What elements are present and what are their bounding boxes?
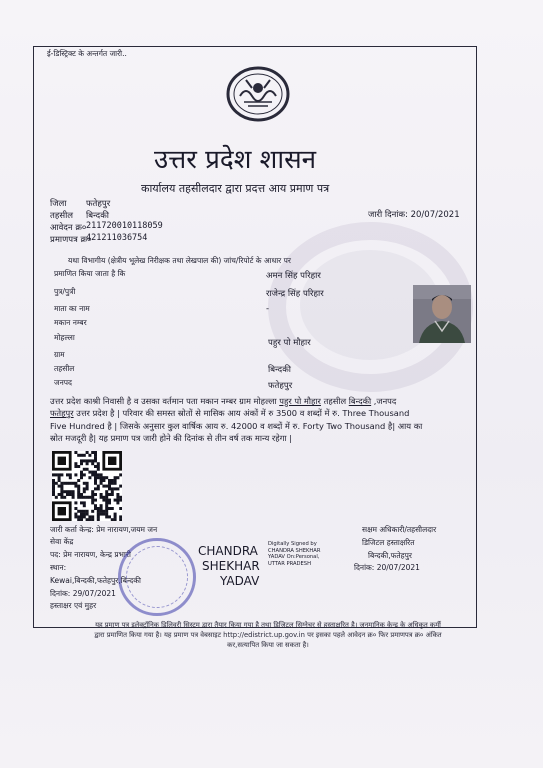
para-line-2: उत्तर प्रदेश है | परिवार की समस्त स्रोतों से मासिक आय अंकों में रु 3500 व शब्दों में रु. Three Thousand bbox=[73, 408, 410, 419]
issuing-center-date: दिनांक: 29/07/2021 bbox=[50, 589, 116, 598]
para-district: फतेहपुर bbox=[50, 408, 74, 419]
signer-name-line-2: SHEKHAR bbox=[202, 559, 260, 573]
round-seal-stamp-inner bbox=[126, 546, 188, 608]
label-mohalla: मोहल्ला bbox=[54, 333, 75, 342]
label-tehsil: तहसील bbox=[54, 364, 75, 373]
label-mother-name: माता का नाम bbox=[54, 304, 90, 313]
applicant-photo bbox=[413, 285, 471, 343]
field-value-district: फतेहपुर bbox=[86, 199, 111, 209]
issuing-center-4: स्थान: bbox=[50, 563, 67, 572]
father-name: राजेन्द्र सिंह परिहार bbox=[266, 289, 324, 299]
digital-sign-note-2: CHANDRA SHEKHAR bbox=[268, 547, 321, 554]
issuing-center-5: Kewai,बिन्दकी,फतेहपुर,बिन्दकी bbox=[50, 576, 141, 585]
authority-line-2: डिजिटल हस्ताक्षरित bbox=[362, 538, 415, 547]
verification-line-1: यथा विभागीय (क्षेत्रीय भूलेख निरीक्षक तथा लेखपाल की) जांच/रिपोर्ट के आधार पर bbox=[68, 256, 291, 265]
digital-sign-note-3: YADAV On:Personal, bbox=[268, 554, 320, 560]
issuing-center-1: जारी कर्ता केन्द्र: प्रेम नारायण,जयम जन bbox=[50, 525, 158, 534]
field-label-district: जिला bbox=[50, 199, 67, 209]
digital-sign-note-1: Digitally Signed by bbox=[268, 541, 317, 547]
applicant-name: अमन सिंह परिहार bbox=[266, 271, 321, 281]
signer-name-line-3: YADAV bbox=[220, 574, 260, 588]
field-value-certificate-no: 421211036754 bbox=[86, 233, 148, 243]
up-emblem-icon bbox=[226, 66, 290, 122]
para-mohalla: पहुर पो मौहार bbox=[279, 396, 321, 406]
field-label-certificate-no: प्रमाणपत्र क्र० bbox=[50, 235, 92, 245]
label-janpad: जनपद bbox=[54, 378, 72, 387]
label-village: ग्राम bbox=[54, 350, 65, 359]
certificate-paragraph bbox=[50, 395, 470, 444]
janpad-value: फतेहपुर bbox=[268, 381, 293, 391]
district-header: ई-डिस्ट्रिक्ट के अन्तर्गत जारी.. bbox=[47, 49, 127, 58]
para-tehsil: बिन्दकी bbox=[348, 396, 372, 406]
para-line-1c: ,जनपद bbox=[371, 396, 397, 406]
digital-sign-note-4: UTTAR PRADESH bbox=[268, 560, 311, 567]
page-subtitle: कार्यालय तहसीलदार द्वारा प्रदत्त आय प्रमाण पत्र bbox=[141, 182, 330, 195]
label-son-daughter: पुत्र/पुत्री bbox=[54, 287, 76, 296]
signer-name-line-1: CHANDRA bbox=[198, 544, 258, 558]
issuing-center-2: सेवा केंद्र bbox=[50, 537, 74, 546]
issue-date: जारी दिनांक: 20/07/2021 bbox=[368, 210, 460, 220]
field-label-application-no: आवेदन क्र० bbox=[50, 223, 87, 233]
authority-line-1: सक्षम अधिकारी/तहसीलदार bbox=[362, 525, 437, 534]
para-line-1a: उत्तर प्रदेश काश्री निवासी है व उसका वर्तमान पता मकान नम्बर ग्राम मोहल्ला bbox=[50, 396, 280, 406]
field-value-tehsil: बिन्दकी bbox=[86, 211, 109, 221]
digital-sign-note bbox=[268, 541, 320, 567]
tehsil-value: बिन्दकी bbox=[268, 365, 291, 375]
mother-name-value: - bbox=[266, 304, 270, 314]
authority-line-3: बिन्दकी,फतेहपुर bbox=[368, 551, 412, 560]
para-line-4: स्रोत मजदूरी है| यह प्रमाण पत्र जारी होने की दिनांक से तीन वर्ष तक मान्य रहेगा | bbox=[50, 432, 292, 443]
label-house-no: मकान नम्बर bbox=[54, 318, 87, 327]
qr-code bbox=[52, 451, 122, 521]
field-value-application-no: 211720010118059 bbox=[86, 221, 163, 231]
footer-disclaimer-1: यह प्रमाण पत्र इलेक्ट्रॉनिक डिलिवरी सिस्टम द्वारा तैयार किया गया है तथा डिजिटल सिग्नेचर से हस्ताक्षरित है। जनमानिक केन्द्र के अधिकृत कर्मी bbox=[95, 621, 441, 629]
footer-disclaimer-3: कर,सत्यापित किया जा सकता है। bbox=[227, 641, 309, 649]
para-line-3: Five Hundred है | जिसके अनुसार कुल वार्षिक आय रु. 42000 व शब्दों में रु. Forty Two Thousand है| आय का bbox=[50, 420, 423, 431]
issuing-center-3: पद: प्रेम नारायण, केन्द्र प्रभारी bbox=[50, 550, 131, 559]
footer-disclaimer-2: द्वारा प्रमाणित किया गया है। यह प्रमाण पत्र वेबसाइट http://edistrict.up.gov.in पर इसका पहले आवेदन क्र० फिर प्रमाणपत्र क्र० अंकित bbox=[94, 631, 442, 639]
mohalla-value: पहुर पो मौहार bbox=[268, 338, 311, 348]
issuing-center-sign: हस्ताक्षर एवं मुहर bbox=[50, 601, 97, 610]
footer-disclaimer bbox=[48, 620, 488, 650]
verification-line-2: प्रमाणित किया जाता है कि bbox=[54, 269, 126, 278]
page-title: उत्तर प्रदेश शासन bbox=[154, 145, 317, 175]
field-label-tehsil: तहसील bbox=[50, 211, 74, 221]
authority-date: दिनांक: 20/07/2021 bbox=[354, 563, 420, 572]
para-line-1b: तहसील bbox=[320, 396, 349, 406]
